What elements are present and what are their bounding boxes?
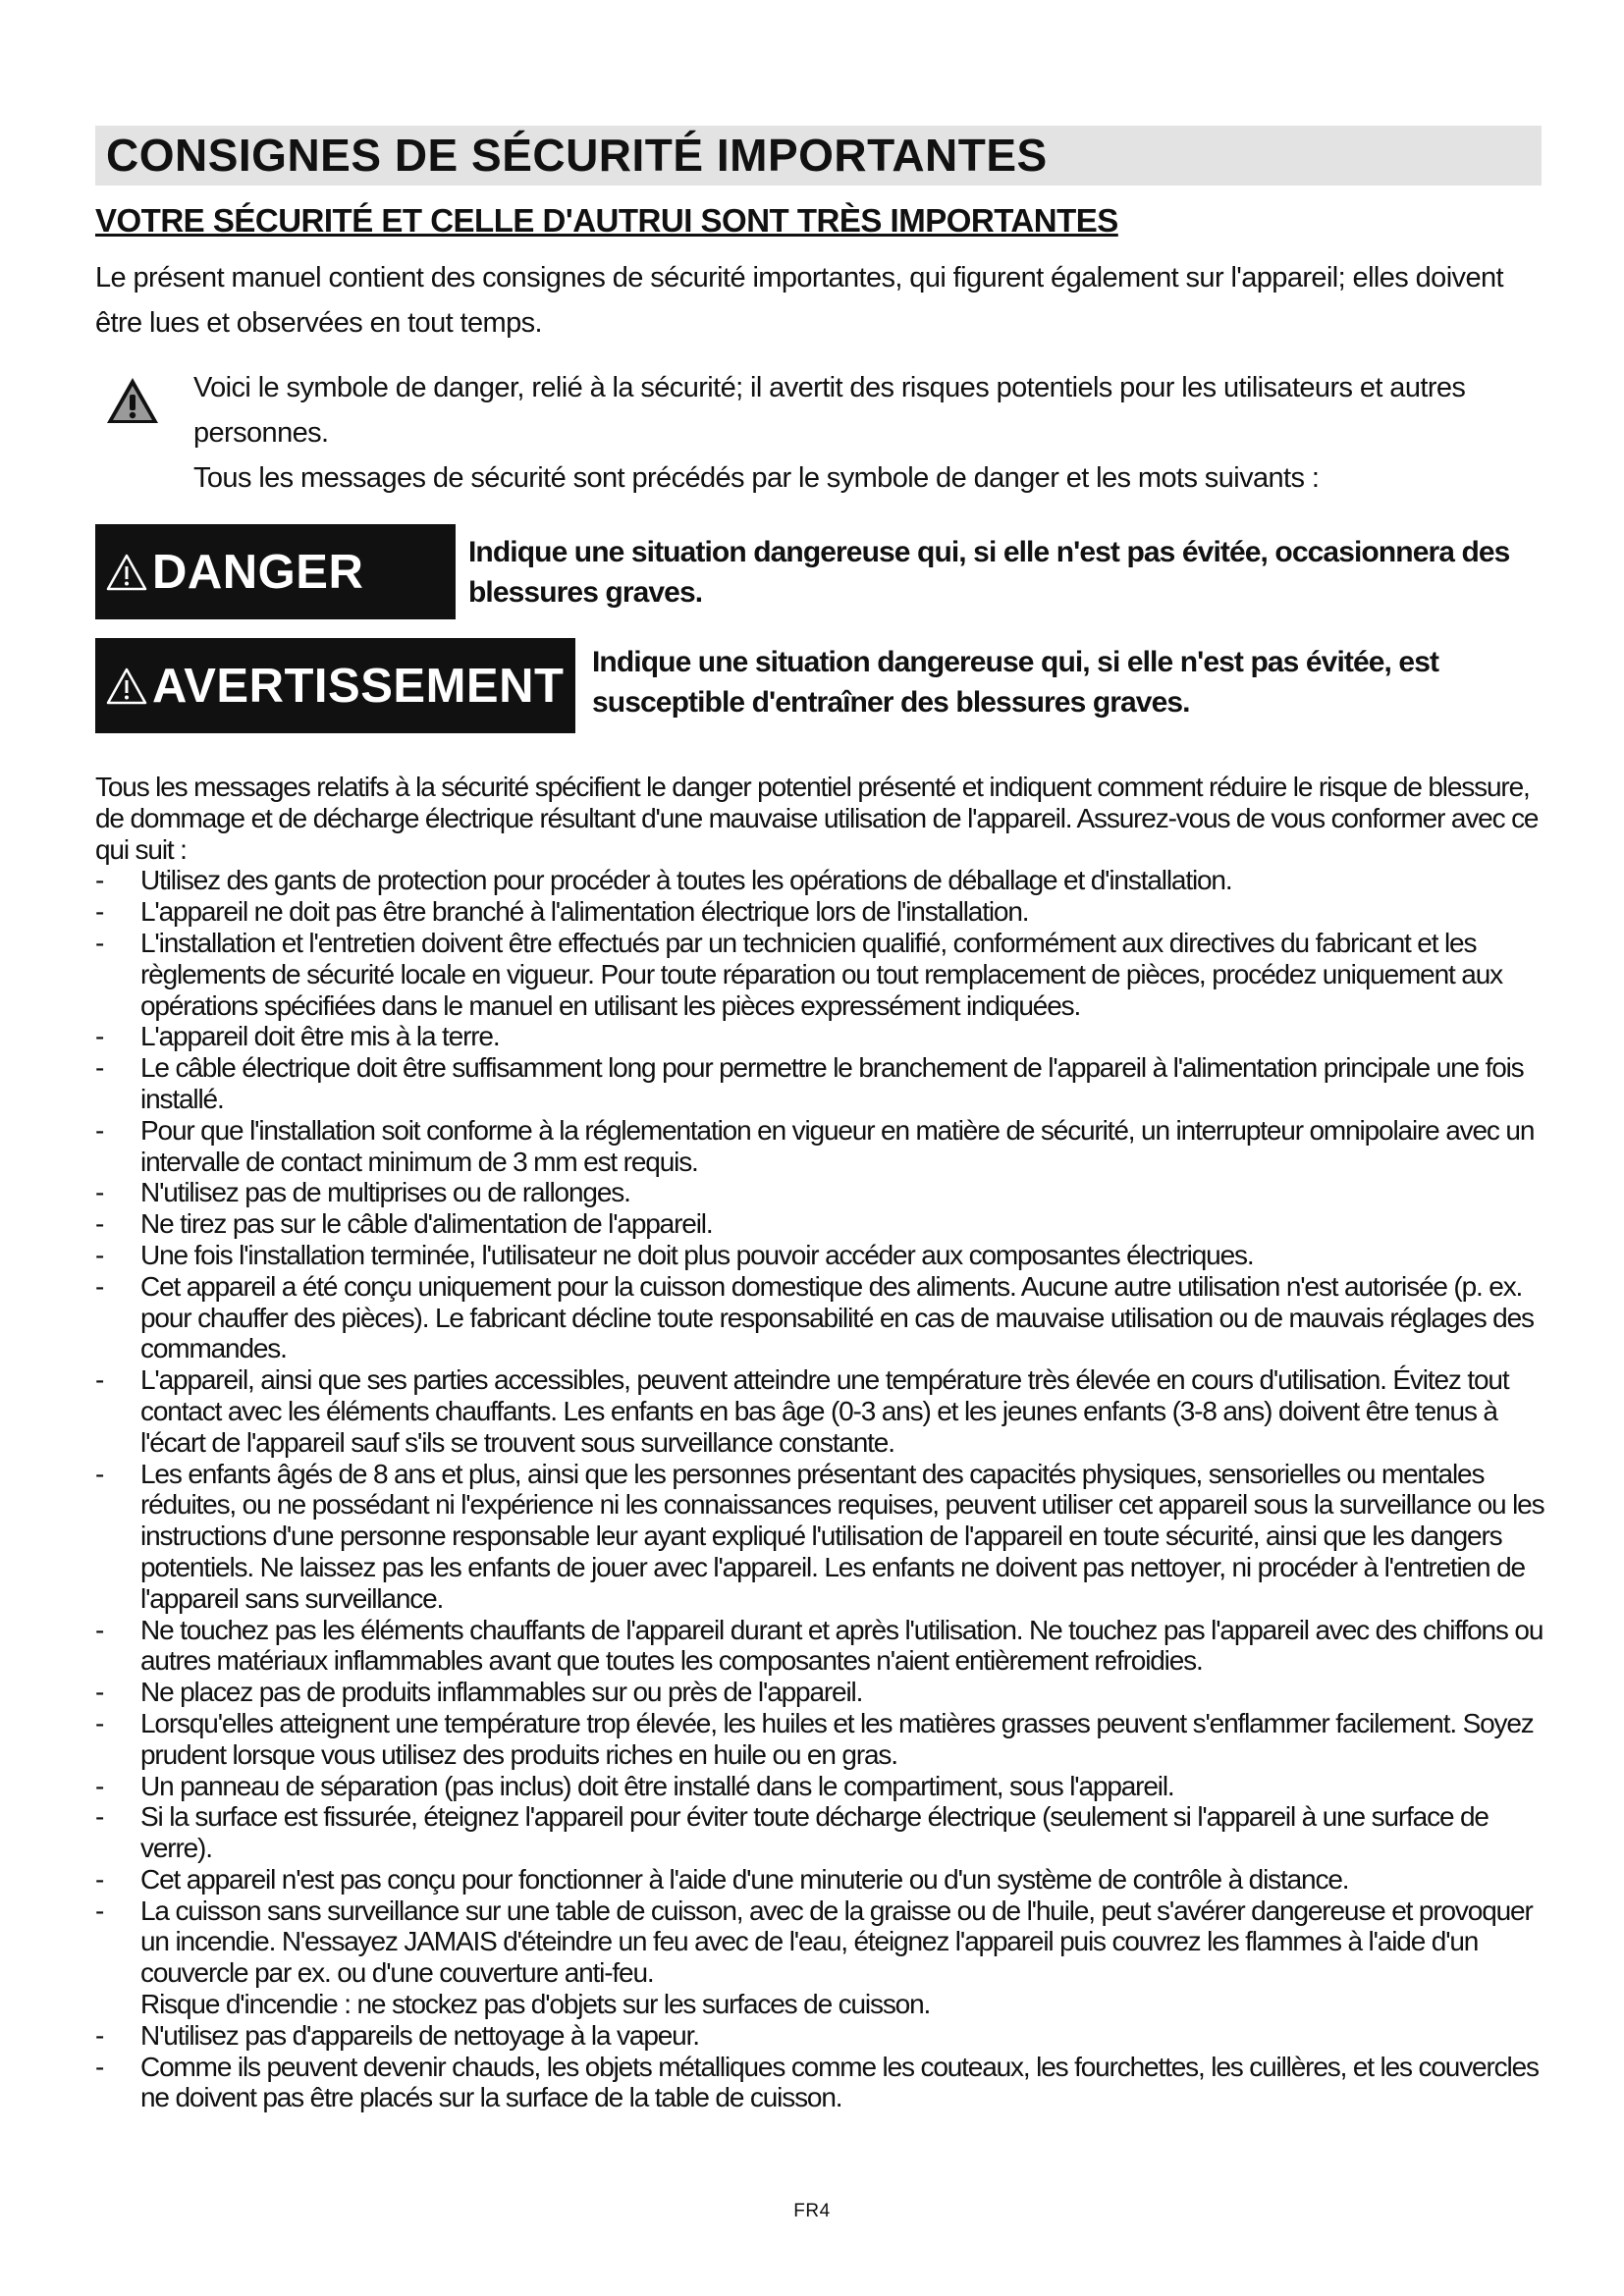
danger-description: Indique une situation dangereuse qui, si elle n'est pas évitée, occasionnera des blessures graves. (468, 536, 1510, 609)
list-item: - L'appareil doit être mis à la terre. (95, 1021, 500, 1052)
list-item: - La cuisson sans surveillance sur une table de cuisson, avec de la graisse ou de l'huile, peut s'avérer dangereuse et provoquer un incendie. N'essayez JAMAIS d'éteindre un feu avec de l'eau, éteignez l'appareil puis couvrez les flammes à l'aide d'un couvercle par ex. ou d'une couverture anti-feu. (95, 1895, 1533, 1989)
list-item: - Si la surface est fissurée, éteignez l'appareil pour éviter toute décharge électrique (seulement si l'appareil à une surface de verre). (95, 1801, 1489, 1864)
list-item: - N'utilisez pas d'appareils de nettoyage à la vapeur. (95, 2019, 699, 2051)
alert-triangle-icon (105, 553, 148, 592)
warning-description: Indique une situation dangereuse qui, si elle n'est pas évitée, est susceptible d'entraîner des blessures graves. (592, 646, 1439, 719)
list-item: - Ne touchez pas les éléments chauffants de l'appareil durant et après l'utilisation. Ne touchez pas l'appareil avec des chiffons ou autres matériaux inflammables avant que toutes les composantes n'aient entièrement refroidies. (95, 1614, 1543, 1677)
fire-risk-note: Risque d'incendie : ne stockez pas d'objets sur les surfaces de cuisson. (140, 1989, 931, 2020)
list-item: - L'installation et l'entretien doivent être effectués par un technicien qualifié, conformément aux directives du fabricant et les règlements de sécurité locale en vigueur. Pour toute réparation ou tout remplacement de pièces, procédez uniquement aux opérations spécifiées dans le manuel en utilisant les pièces expressément indiquées. (95, 927, 1502, 1021)
instructions-intro: Tous les messages relatifs à la sécurité spécifient le danger potentiel présenté et indiquent comment réduire le risque de blessure, de dommage et de décharge électrique résultant d'une mauvaise utilisation de l'appareil. Assurez-vous de vous conformer avec ce qui suit : (95, 772, 1539, 865)
danger-label: DANGER (152, 545, 364, 599)
page-number: FR4 (793, 2201, 831, 2221)
list-item: - Cet appareil a été conçu uniquement pour la cuisson domestique des aliments. Aucune autre utilisation n'est autorisée (p. ex. pour chauffer des pièces). Le fabricant décline toute responsabilité en cas de mauvaise utilisation ou de mauvais réglages des commandes. (95, 1270, 1534, 1364)
warning-badge (95, 638, 575, 733)
list-item: - Une fois l'installation terminée, l'utilisateur ne doit plus pouvoir accéder aux composantes électriques. (95, 1239, 1254, 1270)
list-item: - Lorsqu'elles atteignent une température trop élevée, les huiles et les matières grasses peuvent s'enflammer facilement. Soyez prudent lorsque vous utilisez des produits riches en huile ou en gras. (95, 1707, 1534, 1770)
list-item: - Comme ils peuvent devenir chauds, les objets métalliques comme les couteaux, les fourchettes, les cuillères, et les couvercles ne doivent pas être placés sur la surface de la table de cuisson. (95, 2051, 1539, 2113)
symbol-line-2: Tous les messages de sécurité sont précédés par le symbole de danger et les mots suivants : (193, 462, 1320, 494)
list-item: - Un panneau de séparation (pas inclus) doit être installé dans le compartiment, sous l'appareil. (95, 1770, 1174, 1801)
page-title: CONSIGNES DE SÉCURITÉ IMPORTANTES (106, 130, 1048, 181)
list-item: - Utilisez des gants de protection pour procéder à toutes les opérations de déballage et d'installation. (95, 865, 1232, 896)
section-subtitle: VOTRE SÉCURITÉ ET CELLE D'AUTRUI SONT TRÈS IMPORTANTES (95, 202, 1118, 239)
safety-instructions (95, 772, 1546, 2113)
list-item: - Les enfants âgés de 8 ans et plus, ainsi que les personnes présentant des capacités physiques, sensorielles ou mentales réduites, ou ne possédant ni l'expérience ni les connaissances requises, peuvent utiliser cet appareil sous la surveillance ou les instructions d'une personne responsable leur ayant expliqué l'utilisation de l'appareil en toute sécurité, ainsi que les dangers potentiels. Ne laissez pas les enfants de jouer avec l'appareil. Les enfants ne doivent pas nettoyer, ni procéder à l'entretien de l'appareil sans surveillance. (95, 1458, 1544, 1614)
list-item: - N'utilisez pas de multiprises ou de rallonges. (95, 1177, 630, 1208)
list-item: - Ne placez pas de produits inflammables sur ou près de l'appareil. (95, 1677, 863, 1708)
intro-paragraph: Le présent manuel contient des consignes de sécurité importantes, qui figurent également sur l'appareil; elles doivent être lues et observées en tout temps. (95, 262, 1503, 339)
warning-label: AVERTISSEMENT (152, 659, 565, 713)
list-item: - Cet appareil n'est pas conçu pour fonctionner à l'aide d'une minuterie ou d'un système de contrôle à distance. (95, 1863, 1349, 1895)
alert-triangle-icon (105, 667, 148, 706)
symbol-explanation (193, 365, 1539, 501)
list-item: - Ne tirez pas sur le câble d'alimentation de l'appareil. (95, 1208, 713, 1240)
danger-badge (95, 524, 456, 619)
warning-triangle-icon (105, 376, 160, 425)
list-item: - L'appareil ne doit pas être branché à l'alimentation électrique lors de l'installation. (95, 896, 1029, 928)
list-item: - Pour que l'installation soit conforme à la réglementation en vigueur en matière de sécurité, un interrupteur omnipolaire avec un intervalle de contact minimum de 3 mm est requis. (95, 1114, 1535, 1177)
symbol-line-1: Voici le symbole de danger, relié à la sécurité; il avertit des risques potentiels pour les utilisateurs et autres personnes. (193, 372, 1466, 449)
list-item: - L'appareil, ainsi que ses parties accessibles, peuvent atteindre une température très élevée en cours d'utilisation. Évitez tout contact avec les éléments chauffants. Les enfants en bas âge (0-3 ans) et les jeunes enfants (3-8 ans) doivent être tenus à l'écart de l'appareil sauf s'ils se trouvent sous surveillance constante. (95, 1364, 1509, 1458)
list-item: - Le câble électrique doit être suffisamment long pour permettre le branchement de l'appareil à l'alimentation principale une fois installé. (95, 1052, 1524, 1114)
